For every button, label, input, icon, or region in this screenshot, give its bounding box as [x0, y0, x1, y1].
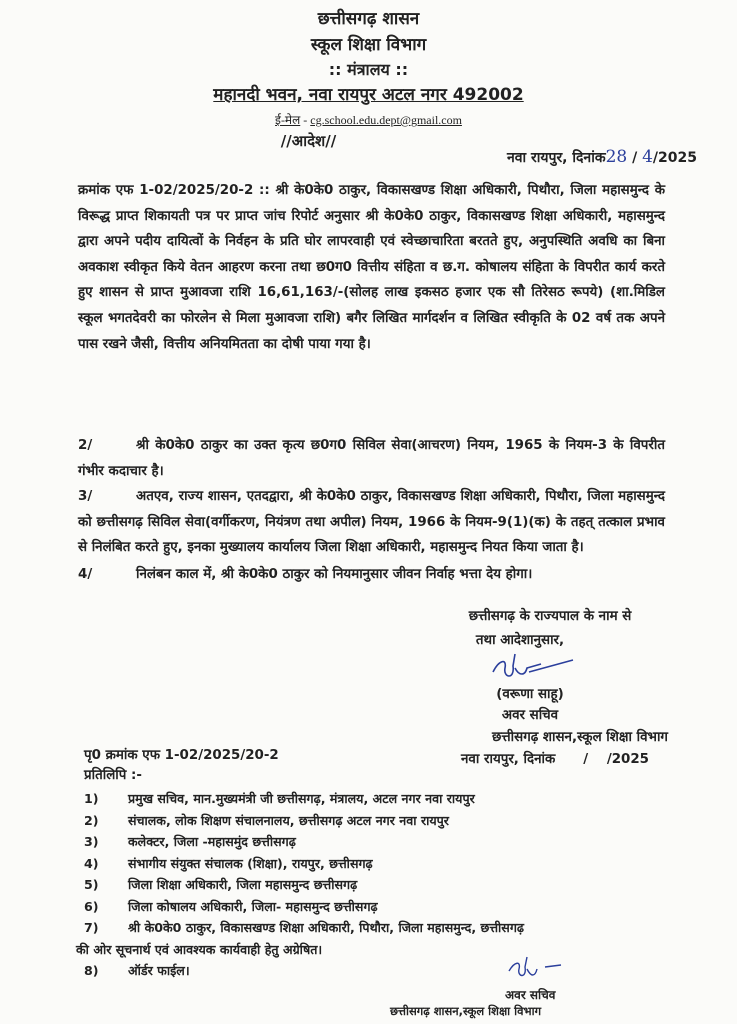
signature-authority-line1: छत्तीसगढ़ के राज्यपाल के नाम से — [468, 609, 632, 624]
list-item-text: प्रमुख सचिव, मान.मुख्यमंत्री जी छत्तीसगढ़, मंत्रालय, अटल नगर नवा रायपुर — [128, 791, 475, 806]
copy-label: प्रतिलिपि :- — [84, 768, 142, 783]
list-item — [84, 917, 684, 939]
date-line — [507, 147, 697, 167]
list-item — [84, 831, 684, 853]
list-item — [84, 960, 684, 982]
list-item-number: 6) — [84, 898, 99, 914]
paragraph-2-number: 2/ — [78, 438, 93, 453]
list-item-number: 5) — [84, 877, 99, 892]
list-item-text: श्री के0के0 ठाकुर, विकासखण्ड शिक्षा अधिकारी, पिथौरा, जिला महासमुन्द, छत्तीसगढ़ — [128, 920, 525, 935]
signature-mark — [485, 650, 575, 688]
signature-date: नवा रायपुर, दिनांक / /2025 — [461, 752, 649, 767]
endorsement-number: पृ0 क्रमांक एफ 1-02/2025/20-2 — [84, 748, 279, 763]
endorsement-org: छत्तीसगढ़ शासन,स्कूल शिक्षा विभाग — [390, 1004, 542, 1018]
list-item-text: ऑर्डर फाईल। — [128, 963, 190, 978]
list-item — [84, 810, 684, 832]
date-month: 4 — [642, 147, 653, 167]
header-department: स्कूल शिक्षा विभाग — [310, 35, 427, 55]
email-sep: - — [300, 113, 311, 127]
endorsement-designation: अवर सचिव — [505, 988, 556, 1002]
paragraph-3-text: अतएव, राज्य शासन, एतदद्वारा, श्री के0के0 ठाकुर, विकासखण्ड शिक्षा अधिकारी, पिथौरा, जिला महासमुन्द को छत्तीसगढ़ सिविल सेवा(वर्गीकरण, नियंत्रण तथा अपील) नियम, 1966 के नियम-9(1)(क) के तहत् तत्काल प्रभाव से निलंबित करते हुए, इनका मुख्यालय कार्यालय जिला शिक्षा अधिकारी, महासमुन्द नियत किया जाता है। — [78, 489, 665, 556]
list-item-number: 8) — [84, 963, 99, 978]
signatory-org: छत्तीसगढ़ शासन,स्कूल शिक्षा विभाग — [492, 730, 668, 745]
paragraph-3 — [78, 484, 665, 561]
list-item — [84, 853, 684, 875]
email-label: ई-मेल — [275, 113, 301, 127]
paragraph-4 — [78, 562, 665, 588]
date-place: नवा रायपुर, दिनांक — [506, 150, 606, 166]
list-item-text: संभागीय संयुक्त संचालक (शिक्षा), रायपुर, छत्तीसगढ़ — [128, 855, 373, 871]
list-item-text: जिला कोषालय अधिकारी, जिला- महासमुन्द छत्तीसगढ़ — [128, 898, 378, 914]
signature-authority-line2: तथा आदेशानुसार, — [475, 633, 565, 648]
paragraph-2-text: श्री के0के0 ठाकुर का उक्त कृत्य छ0ग0 सिविल सेवा(आचरण) नियम, 1965 के नियम-3 के विपरीत गंभीर कदाचार है। — [78, 438, 665, 479]
paragraph-4-number: 4/ — [78, 567, 93, 582]
signatory-designation: अवर सचिव — [501, 708, 559, 723]
list-item-number: 4) — [84, 855, 99, 871]
list-item — [84, 896, 684, 918]
header-email — [0, 111, 737, 128]
date-day: 28 — [605, 147, 628, 167]
list-item-number: 7) — [84, 920, 99, 935]
paragraph-3-number: 3/ — [78, 489, 93, 504]
paragraph-1: क्रमांक एफ 1-02/2025/20-2 :: श्री के0के0 ठाकुर, विकासखण्ड शिक्षा अधिकारी, पिथौरा, जिला महासमुन्द के विरूद्ध प्राप्त शिकायती पत्र पर प्राप्त जांच रिपोर्ट अनुसार श्री के0के0 ठाकुर, विकासखण्ड शिक्षा अधिकारी, महासमुन्द द्वारा अपने पदीय दायित्वों के निर्वहन के प्रति घोर लापरवाही एवं स्वेच्छाचारिता बरतते हुए, अनुपस्थिति अवधि का बिना अवकाश स्वीकृत किये वेतन आहरण करना तथा छ0ग0 वित्तीय संहिता व छ.ग. कोषालय संहिता के विपरीत कार्य करते हुए शासन से प्राप्त मुआवजा राशि 16,61,163/-(सोलह लाख इकसठ हजार एक सौ तिरेसठ रूपये) (शा.मिडिल स्कूल भगतदेवरी का फोरलेन से मिला मुआवजा राशि) बगैर लिखित मार्गदर्शन व लिखित स्वीकृति के 02 वर्ष तक अपने पास रखने जैसी, वित्तीय अनियमितता का दोषी पाया गया है। — [78, 183, 665, 352]
list-item-number: 3) — [84, 834, 99, 849]
forward-note: की ओर सूचनार्थ एवं आवश्यक कार्यवाही हेतु अग्रेषित। — [76, 941, 323, 957]
email-address: cg.school.edu.dept@gmail.com — [310, 113, 462, 127]
address-text: महानदी भवन, नवा रायपुर अटल नगर 492002 — [213, 85, 524, 105]
header-address — [0, 82, 737, 105]
order-title: //आदेश// — [280, 132, 337, 150]
list-item-text: जिला शिक्षा अधिकारी, जिला महासमुन्द छत्तीसगढ़ — [128, 877, 358, 892]
date-year: /2025 — [652, 150, 697, 166]
signature-mark-2 — [505, 955, 565, 985]
list-item-number: 2) — [84, 812, 99, 828]
list-item — [84, 788, 684, 810]
paragraph-4-text: निलंबन काल में, श्री के0के0 ठाकुर को नियमानुसार जीवन निर्वाह भत्ता देय होगा। — [136, 567, 533, 582]
date-sep: / — [627, 150, 643, 166]
list-item-number: 1) — [84, 791, 99, 806]
header-government: छत्तीसगढ़ शासन — [317, 9, 420, 29]
list-item-text: संचालक, लोक शिक्षण संचालनालय, छत्तीसगढ़ अटल नगर नवा रायपुर — [128, 812, 449, 828]
list-item — [84, 874, 684, 896]
header-ministry: :: मंत्रालय :: — [328, 60, 409, 79]
list-item-text: कलेक्टर, जिला -महासमुंद छत्तीसगढ़ — [128, 834, 296, 849]
copy-list — [76, 788, 684, 982]
paragraph-2 — [78, 433, 665, 484]
signatory-name: (वरूणा साहू) — [496, 687, 564, 702]
